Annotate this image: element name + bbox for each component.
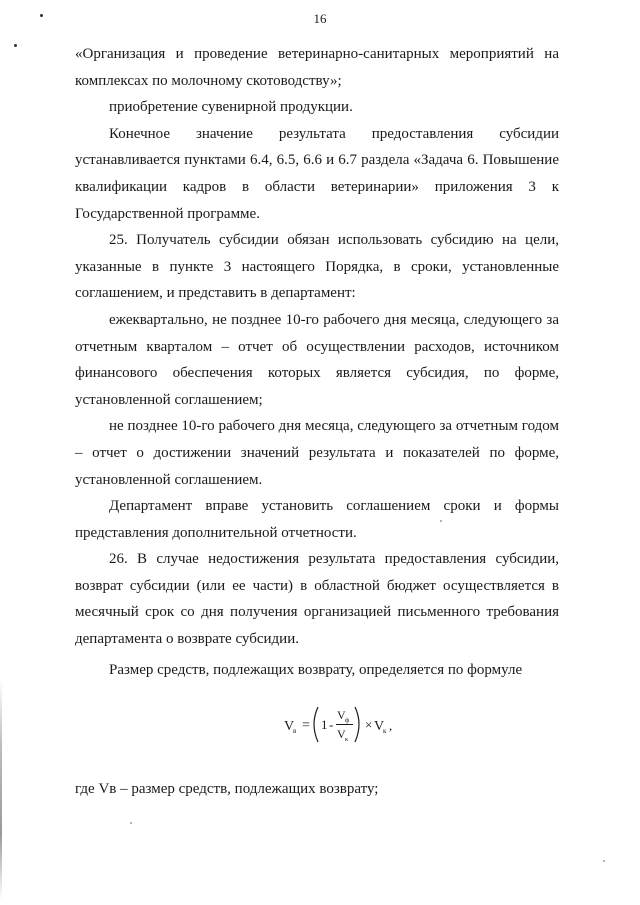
formula-equals: =: [302, 718, 310, 733]
paragraph-4: 25. Получатель субсидии обязан использовать субсидию на цели, указанные в пункте 3 настоящего Порядка, в сроки, установленные соглашением, и представить в департамент:: [75, 232, 559, 302]
paragraph-9: Размер средств, подлежащих возврату, определяется по формуле: [109, 661, 523, 678]
formula-den-sub: к: [345, 736, 349, 743]
formula-one: 1: [321, 717, 328, 732]
paragraph-7: Департамент вправе установить соглашением сроки и формы представления дополнительной отчетности.: [75, 498, 559, 541]
paragraph-6: не позднее 10-го рабочего дня месяца, следующего за отчетным годом – отчет о достижении значений результата и показателей по форме, установленной соглашением.: [75, 418, 559, 488]
paragraph-8: 26. В случае недостижения результата предоставления субсидии, возврат субсидии (или ее части) в областной бюджет осуществляется в месячный срок со дня получения организацией письменного требования департамента о возврате субсидии.: [75, 551, 559, 648]
scan-edge-shadow: [0, 680, 2, 900]
formula-definition: где Vв – размер средств, подлежащих возврату;: [75, 781, 379, 797]
scan-speck: [440, 520, 442, 522]
page-number: 16: [313, 11, 327, 26]
formula-lhs-sub: в: [293, 727, 297, 735]
formula-num-sub: ф: [345, 717, 350, 724]
scan-speck: [14, 44, 17, 47]
scan-speck: [130, 822, 132, 824]
paragraph-5: ежеквартально, не позднее 10-го рабочего дня месяца, следующего за отчетным кварталом – отчет об осуществлении расходов, источником финансового обеспечения которых является субсидия, по форме, установленной соглашением;: [75, 311, 559, 408]
formula-times: ×: [365, 717, 373, 732]
formula-rhs-sub: к: [383, 727, 387, 735]
formula-minus: -: [329, 717, 334, 732]
formula-rhs: V: [374, 719, 385, 734]
body-text: [75, 41, 559, 683]
formula-lhs: V: [284, 719, 295, 734]
paragraph-3: Конечное значение результата предоставления субсидии устанавливается пунктами 6.4, 6.5, 6.6 и 6.7 раздела «Задача 6. Повышение квалификации кадров в области ветеринарии» приложения 3 к Государственной программе.: [75, 125, 559, 222]
formula-tail: ,: [389, 718, 393, 733]
formula-right-paren: [355, 707, 359, 742]
paragraph-2: приобретение сувенирной продукции.: [109, 99, 353, 116]
formula-den: V: [337, 727, 346, 741]
scan-speck: [603, 860, 605, 862]
scan-speck: [40, 14, 43, 17]
paragraph-1: «Организация и проведение ветеринарно-санитарных мероприятий на комплексах по молочному скотоводству»;: [75, 46, 559, 89]
formula-svg: [280, 702, 400, 748]
refund-formula: [0, 702, 640, 752]
formula-num: V: [337, 708, 346, 722]
formula-left-paren: [314, 707, 318, 742]
